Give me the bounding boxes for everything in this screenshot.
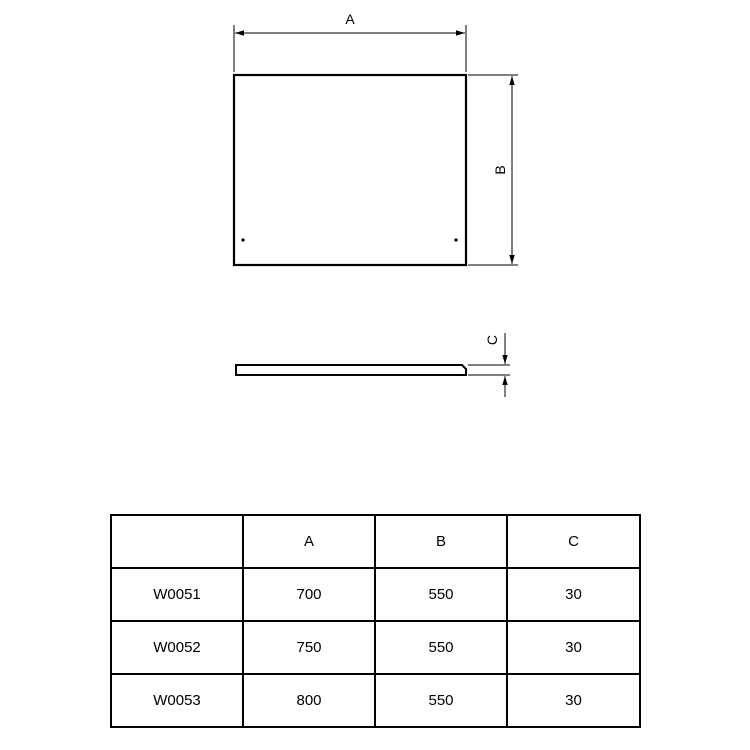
header-cell-a: A xyxy=(243,515,375,568)
value-c-cell: 30 xyxy=(507,568,640,621)
table-row xyxy=(111,621,640,674)
value-b-cell: 550 xyxy=(375,621,507,674)
value-c-cell: 30 xyxy=(507,674,640,727)
table-row xyxy=(111,674,640,727)
dimension-label-a: A xyxy=(345,11,355,27)
product-code-cell: W0053 xyxy=(111,674,243,727)
header-cell-c: C xyxy=(507,515,640,568)
value-b-cell: 550 xyxy=(375,568,507,621)
value-a-cell: 800 xyxy=(243,674,375,727)
panel-side-view xyxy=(236,365,466,375)
dimension-c xyxy=(468,333,510,397)
product-code-cell: W0051 xyxy=(111,568,243,621)
dimension-a xyxy=(234,11,466,72)
value-a-cell: 700 xyxy=(243,568,375,621)
value-a-cell: 750 xyxy=(243,621,375,674)
value-b-cell: 550 xyxy=(375,674,507,727)
dimension-label-c: C xyxy=(484,334,500,346)
panel-front-view xyxy=(234,75,466,265)
dimensions-table xyxy=(110,514,641,728)
header-cell-blank xyxy=(111,515,243,568)
dimension-label-b: B xyxy=(492,165,508,175)
table-row xyxy=(111,568,640,621)
dimension-b xyxy=(468,75,518,265)
table-header-row xyxy=(111,515,640,568)
fixing-hole-right xyxy=(454,238,457,241)
product-code-cell: W0052 xyxy=(111,621,243,674)
header-cell-b: B xyxy=(375,515,507,568)
fixing-hole-left xyxy=(241,238,244,241)
value-c-cell: 30 xyxy=(507,621,640,674)
